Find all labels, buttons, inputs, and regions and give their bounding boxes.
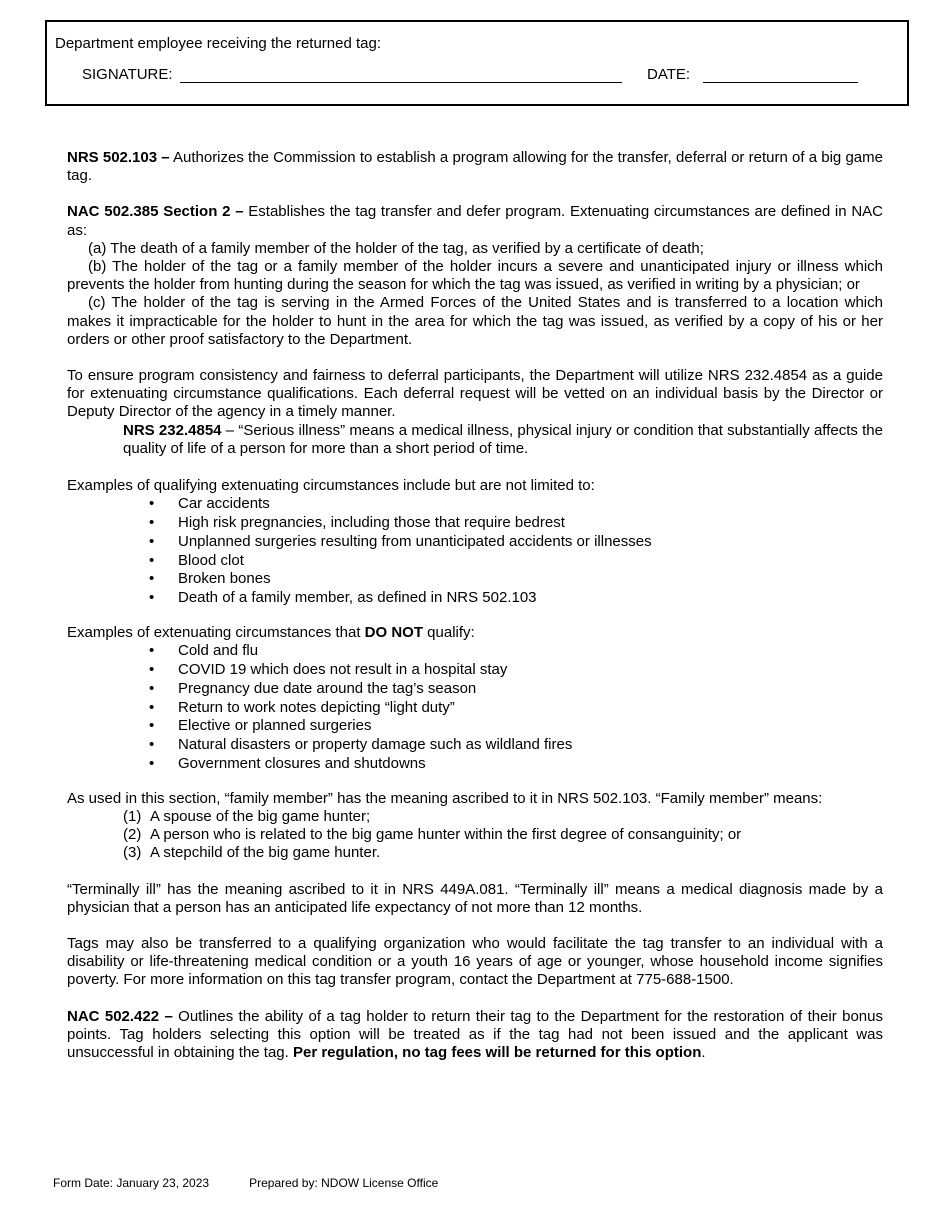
terminally-ill-paragraph: “Terminally ill” has the meaning ascribed to it in NRS 449A.081. “Terminally ill” means a medical diagnosis made by a physician that a person has an anticipated life expectancy of not more than 12 months. xyxy=(67,880,883,916)
list-item: • High risk pregnancies, including those that require bedrest xyxy=(149,514,565,532)
nac-502-422-heading: NAC 502.422 – xyxy=(67,1007,173,1025)
date-line[interactable] xyxy=(703,82,858,83)
list-item: • Broken bones xyxy=(149,570,271,588)
qualifying-list xyxy=(67,495,883,608)
footer xyxy=(53,1176,438,1190)
nac-502-385-heading: NAC 502.385 Section 2 – xyxy=(67,203,244,221)
list-item: • Unplanned surgeries resulting from unanticipated accidents or illnesses xyxy=(149,532,652,550)
receipt-box xyxy=(45,20,909,106)
list-item: (2) A person who is related to the big game hunter within the first degree of consanguinity; or xyxy=(123,826,742,844)
nac-item-c: (c) The holder of the tag is serving in the Armed Forces of the United States and is transferred to a location which makes it impracticable for the holder to hunt in the area for which the tag was issued, as verified by a copy of his or her orders or other proof satisfactory to the Department. xyxy=(67,294,883,348)
list-item: • Return to work notes depicting “light duty” xyxy=(149,698,455,716)
list-item: • Car accidents xyxy=(149,495,270,513)
list-item: (3) A stepchild of the big game hunter. xyxy=(123,844,381,862)
list-item: • Elective or planned surgeries xyxy=(149,717,372,735)
list-item: • Death of a family member, as defined in NRS 502.103 xyxy=(149,589,537,607)
nrs-232-4854-heading: NRS 232.4854 xyxy=(123,421,222,439)
form-date: Form Date: January 23, 2023 xyxy=(53,1176,210,1190)
list-item: • Natural disasters or property damage such as wildland fires xyxy=(149,736,573,754)
serious-illness-definition: NRS 232.4854 – “Serious illness” means a medical illness, physical injury or condition that substantially affects the quality of life of a person for more than a short period of time. xyxy=(123,421,883,457)
list-item: • Government closures and shutdowns xyxy=(149,755,426,773)
list-item: • Pregnancy due date around the tag’s season xyxy=(149,679,477,697)
list-item: • COVID 19 which does not result in a hospital stay xyxy=(149,661,508,679)
nac-item-b: (b) The holder of the tag or a family member of the holder incurs a severe and unanticipated injury or illness which prevents the holder from hunting during the season for which the tag was issued, as verified in writing by a physician; or xyxy=(67,258,883,294)
list-item: • Cold and flu xyxy=(149,642,259,660)
nrs-502-103-paragraph: NRS 502.103 – Authorizes the Commission to establish a program allowing for the transfer, deferral or return of a big game tag. xyxy=(67,149,883,185)
signature-line[interactable] xyxy=(180,82,622,83)
nac-502-385-paragraph: NAC 502.385 Section 2 – Establishes the tag transfer and defer program. Extenuating circumstances are defined in NAC as: xyxy=(67,203,883,239)
family-member-list xyxy=(67,808,883,863)
qualifying-intro: Examples of qualifying extenuating circumstances include but are not limited to: xyxy=(67,477,595,495)
list-item: (1) A spouse of the big game hunter; xyxy=(123,808,371,826)
prepared-by: Prepared by: NDOW License Office xyxy=(249,1176,439,1190)
family-member-intro: As used in this section, “family member” has the meaning ascribed to it in NRS 502.103. “Family member” means: xyxy=(67,789,823,807)
non-qualifying-list xyxy=(67,642,883,774)
receipt-box-title: Department employee receiving the returned tag: xyxy=(55,35,382,52)
document-body xyxy=(67,149,883,1062)
list-item: • Blood clot xyxy=(149,551,244,569)
non-qualifying-intro: Examples of extenuating circumstances that DO NOT qualify: xyxy=(67,624,475,642)
consistency-paragraph: To ensure program consistency and fairness to deferral participants, the Department will utilize NRS 232.4854 as a guide for extenuating circumstance qualifications. Each deferral request will be vetted on an individual basis by the Director or Deputy Director of the agency in a timely manner. xyxy=(67,367,883,421)
signature-label: SIGNATURE: xyxy=(82,66,173,83)
nrs-502-103-heading: NRS 502.103 – xyxy=(67,149,170,166)
transfer-organization-paragraph: Tags may also be transferred to a qualifying organization who would facilitate the tag transfer to an individual with a disability or life-threatening medical condition or a youth 16 years of age or younger, whose household income signifies poverty. For more information on this tag transfer program, contact the Department at 775-688-1500. xyxy=(67,934,883,989)
nac-502-422-paragraph: NAC 502.422 – Outlines the ability of a tag holder to return their tag to the Department for the restoration of their bonus points. Tag holders selecting this option will be treated as if the tag had not been issued and the applicant was unsuccessful in obtaining the tag. Per regulation, no tag fees will be returned for this option. xyxy=(67,1007,883,1061)
date-label: DATE: xyxy=(647,66,691,83)
nac-item-a: (a) The death of a family member of the holder of the tag, as verified by a certificate of death; xyxy=(88,239,704,257)
